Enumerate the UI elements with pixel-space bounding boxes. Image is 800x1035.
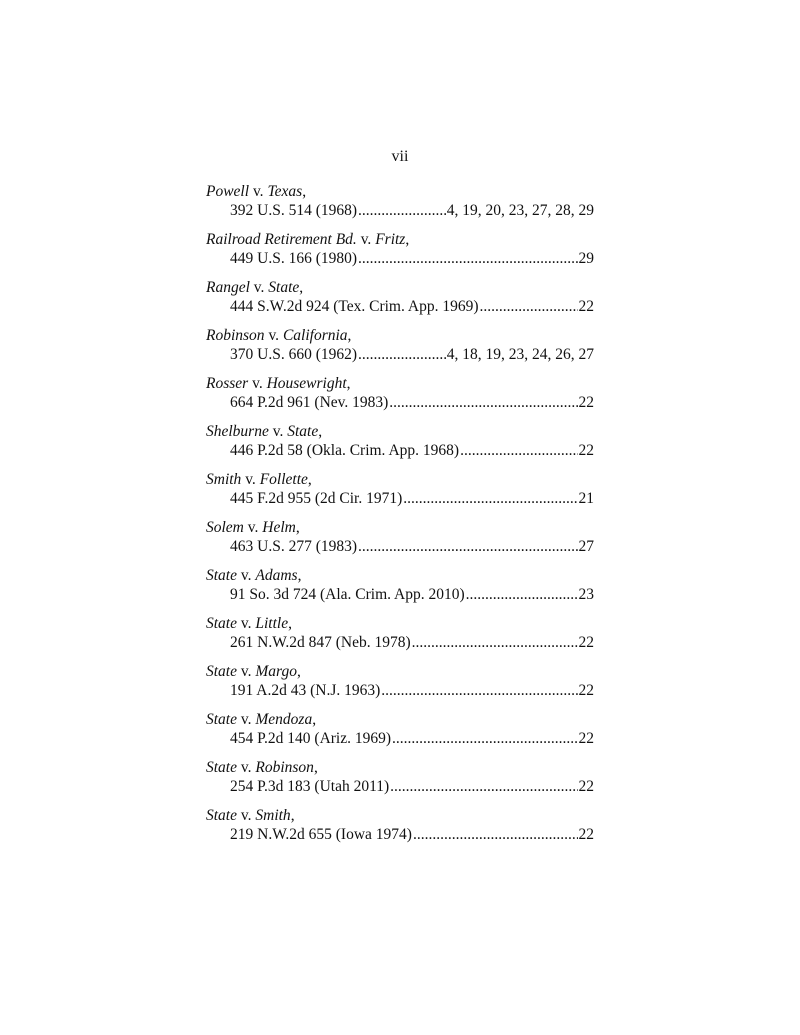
versus: v.	[252, 375, 263, 392]
page-references: 22	[578, 826, 594, 843]
citation-line	[206, 585, 594, 604]
comma: ,	[297, 567, 302, 584]
party-one: Powell	[206, 183, 250, 200]
citation: 446 P.2d 58 (Okla. Crim. App. 1968)	[230, 442, 460, 459]
citation-line	[206, 345, 594, 364]
party-two: Follette	[259, 471, 308, 488]
party-one: Rosser	[206, 375, 249, 392]
authority-entry	[206, 374, 594, 412]
party-one: Railroad Retirement Bd.	[206, 231, 357, 248]
dot-leader	[392, 729, 577, 748]
dot-leader	[413, 825, 578, 844]
case-name	[206, 326, 594, 345]
citation-line	[206, 537, 594, 556]
citation: 392 U.S. 514 (1968)	[230, 202, 358, 219]
authority-entry	[206, 710, 594, 748]
case-name	[206, 182, 594, 201]
citation-line	[206, 249, 594, 268]
page-references: 21	[578, 490, 594, 507]
citation: 219 N.W.2d 655 (Iowa 1974)	[230, 826, 412, 843]
citation-line	[206, 825, 594, 844]
dot-leader	[390, 777, 577, 796]
party-one: Solem	[206, 519, 244, 536]
page-references: 29	[578, 250, 594, 267]
authority-entry	[206, 758, 594, 796]
comma: ,	[307, 471, 312, 488]
comma: ,	[313, 759, 318, 776]
authority-entry	[206, 278, 594, 316]
party-two: California	[282, 327, 348, 344]
versus: v.	[253, 279, 265, 296]
comma: ,	[288, 615, 292, 632]
citation-line	[206, 633, 594, 652]
party-two: Margo	[255, 663, 297, 680]
page-references: 27	[578, 538, 594, 555]
comma: ,	[302, 183, 307, 200]
party-one: State	[206, 711, 237, 728]
party-two: Helm	[262, 519, 296, 536]
comma: ,	[347, 327, 352, 344]
dot-leader	[480, 297, 578, 316]
party-two: Adams	[255, 567, 298, 584]
citation: 445 F.2d 955 (2d Cir. 1971)	[230, 490, 403, 507]
case-name	[206, 566, 594, 585]
page-number: vii	[391, 148, 409, 165]
party-two: Housewright	[266, 375, 347, 392]
citation-line	[206, 489, 594, 508]
party-two: Texas	[267, 183, 303, 200]
party-two: Mendoza	[255, 711, 313, 728]
dot-leader	[358, 201, 446, 220]
page-references: 4, 19, 20, 23, 27, 28, 29	[446, 202, 594, 219]
authority-entry	[206, 614, 594, 652]
comma: ,	[318, 423, 323, 440]
comma: ,	[295, 519, 300, 536]
versus: v.	[252, 183, 264, 200]
party-one: Rangel	[206, 279, 250, 296]
dot-leader	[389, 393, 577, 412]
page-references: 22	[578, 730, 594, 747]
versus: v.	[240, 567, 252, 584]
dot-leader	[403, 489, 577, 508]
versus: v.	[240, 807, 252, 824]
dot-leader	[412, 633, 578, 652]
comma: ,	[312, 711, 317, 728]
case-name	[206, 806, 594, 825]
citation: 261 N.W.2d 847 (Neb. 1978)	[230, 634, 411, 651]
page-references: 23	[578, 586, 594, 603]
party-one: State	[206, 807, 237, 824]
page-references: 22	[578, 442, 594, 459]
authority-entry	[206, 422, 594, 460]
case-name	[206, 278, 594, 297]
citation-line	[206, 201, 594, 220]
authority-entry	[206, 326, 594, 364]
page-references: 22	[578, 394, 594, 411]
party-one: Shelburne	[206, 423, 269, 440]
authority-entry	[206, 182, 594, 220]
party-one: State	[206, 759, 237, 776]
case-name	[206, 374, 594, 393]
party-two: Little	[255, 615, 289, 632]
party-two: State	[287, 423, 319, 440]
dot-leader	[358, 249, 577, 268]
case-name	[206, 758, 594, 777]
dot-leader	[358, 345, 446, 364]
comma: ,	[405, 231, 410, 248]
comma: ,	[290, 807, 295, 824]
dot-leader	[381, 681, 577, 700]
case-name	[206, 230, 594, 249]
authority-entry	[206, 470, 594, 508]
citation: 191 A.2d 43 (N.J. 1963)	[230, 682, 381, 699]
page-references: 4, 18, 19, 23, 24, 26, 27	[446, 346, 594, 363]
page-references: 22	[578, 634, 594, 651]
citation: 254 P.3d 183 (Utah 2011)	[230, 778, 390, 795]
versus: v.	[240, 711, 252, 728]
party-two: Smith	[255, 807, 291, 824]
citation: 454 P.2d 140 (Ariz. 1969)	[230, 730, 392, 747]
authority-entry	[206, 806, 594, 844]
citation-line	[206, 681, 594, 700]
case-name	[206, 614, 594, 633]
authority-entry	[206, 230, 594, 268]
dot-leader	[358, 537, 577, 556]
party-one: State	[206, 615, 237, 632]
authority-entry	[206, 566, 594, 604]
dot-leader	[466, 585, 578, 604]
party-one: State	[206, 567, 237, 584]
comma: ,	[299, 279, 304, 296]
citation: 91 So. 3d 724 (Ala. Crim. App. 2010)	[230, 586, 465, 603]
page-references: 22	[578, 298, 594, 315]
party-one: Smith	[206, 471, 242, 488]
authority-entry	[206, 518, 594, 556]
case-name	[206, 518, 594, 537]
party-two: Fritz	[375, 231, 406, 248]
table-of-authorities	[206, 182, 594, 854]
versus: v.	[240, 615, 252, 632]
party-one: Robinson	[206, 327, 265, 344]
case-name	[206, 470, 594, 489]
versus: v.	[245, 471, 256, 488]
case-name	[206, 422, 594, 441]
party-one: State	[206, 663, 237, 680]
versus: v.	[272, 423, 284, 440]
citation-line	[206, 393, 594, 412]
case-name	[206, 710, 594, 729]
citation-line	[206, 297, 594, 316]
versus: v.	[360, 231, 372, 248]
citation: 664 P.2d 961 (Nev. 1983)	[230, 394, 389, 411]
citation-line	[206, 777, 594, 796]
dot-leader	[460, 441, 577, 460]
citation-line	[206, 441, 594, 460]
page-references: 22	[578, 682, 594, 699]
comma: ,	[346, 375, 351, 392]
citation: 370 U.S. 660 (1962)	[230, 346, 358, 363]
versus: v.	[240, 663, 252, 680]
versus: v.	[268, 327, 280, 344]
versus: v.	[247, 519, 259, 536]
citation: 463 U.S. 277 (1983)	[230, 538, 358, 555]
citation: 449 U.S. 166 (1980)	[230, 250, 358, 267]
page-references: 22	[578, 778, 594, 795]
citation-line	[206, 729, 594, 748]
party-two: Robinson	[255, 759, 314, 776]
authority-entry	[206, 662, 594, 700]
citation: 444 S.W.2d 924 (Tex. Crim. App. 1969)	[230, 298, 479, 315]
party-two: State	[268, 279, 300, 296]
case-name	[206, 662, 594, 681]
versus: v.	[240, 759, 252, 776]
comma: ,	[297, 663, 301, 680]
